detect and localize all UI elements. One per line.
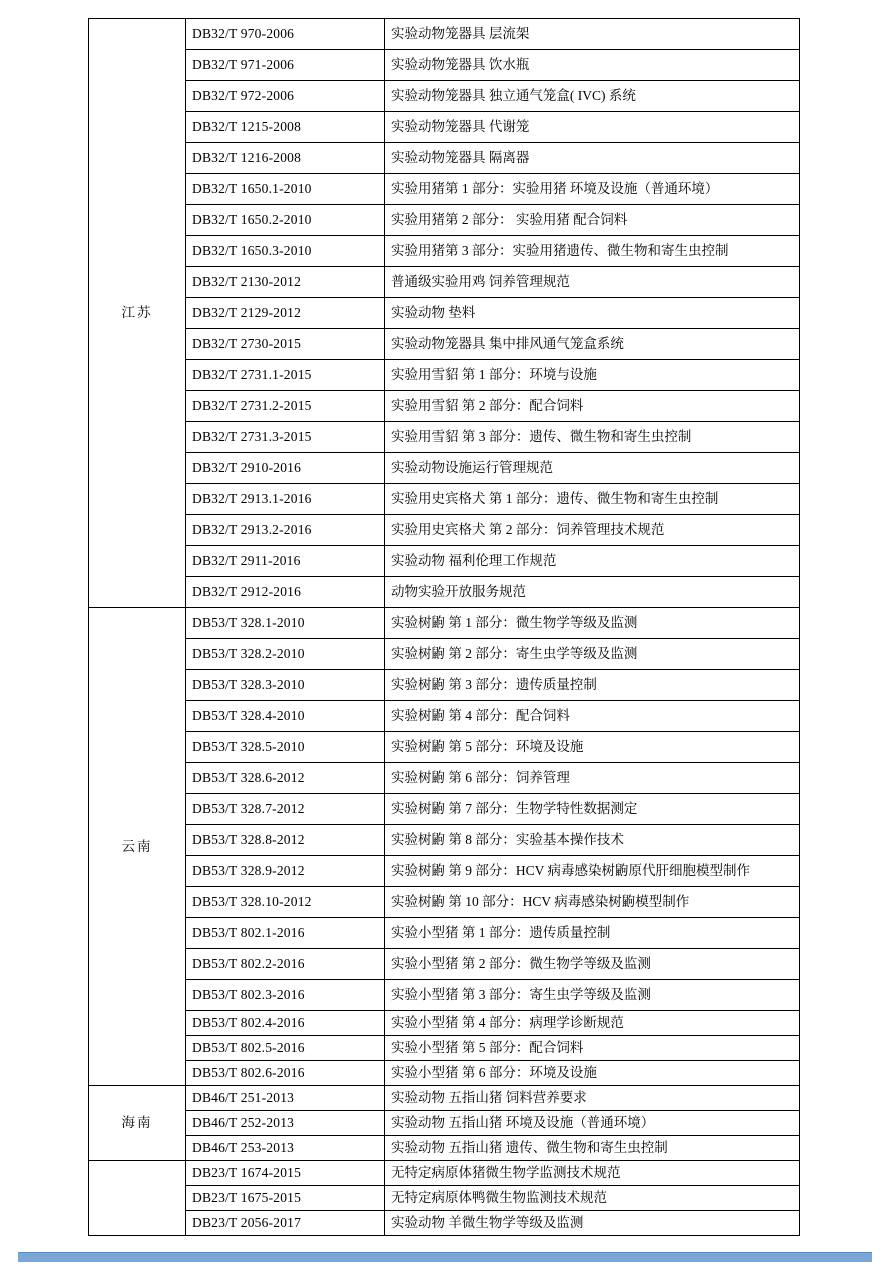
standard-title-cell: 实验树鼩 第 7 部分：生物学特性数据测定	[385, 794, 800, 825]
standard-code-cell: DB32/T 2912-2016	[186, 577, 385, 608]
table-row	[89, 205, 800, 236]
standard-code-cell: DB53/T 802.2-2016	[186, 949, 385, 980]
standard-code-cell: DB53/T 802.3-2016	[186, 980, 385, 1011]
table-row	[89, 360, 800, 391]
table-row	[89, 918, 800, 949]
table-row	[89, 732, 800, 763]
standard-code-cell: DB53/T 802.1-2016	[186, 918, 385, 949]
standard-code-cell: DB53/T 328.5-2010	[186, 732, 385, 763]
standard-title-cell: 实验用猪第 1 部分：实验用猪 环境及设施（普通环境）	[385, 174, 800, 205]
table-row	[89, 484, 800, 515]
table-row	[89, 639, 800, 670]
standard-title-cell: 实验动物笼器具 集中排风通气笼盒系统	[385, 329, 800, 360]
standard-title-cell: 实验用猪第 2 部分： 实验用猪 配合饲料	[385, 205, 800, 236]
standard-code-cell: DB23/T 1674-2015	[186, 1161, 385, 1186]
standard-title-cell: 实验动物 五指山猪 环境及设施（普通环境）	[385, 1111, 800, 1136]
standard-title-cell: 实验用雪貂 第 2 部分：配合饲料	[385, 391, 800, 422]
standard-code-cell: DB23/T 2056-2017	[186, 1211, 385, 1236]
standard-code-cell: DB32/T 970-2006	[186, 19, 385, 50]
standard-title-cell: 实验树鼩 第 2 部分：寄生虫学等级及监测	[385, 639, 800, 670]
table-row	[89, 50, 800, 81]
standard-title-cell: 实验树鼩 第 5 部分：环境及设施	[385, 732, 800, 763]
standard-code-cell: DB32/T 971-2006	[186, 50, 385, 81]
standard-code-cell: DB32/T 2730-2015	[186, 329, 385, 360]
standard-code-cell: DB53/T 328.10-2012	[186, 887, 385, 918]
standard-code-cell: DB53/T 328.6-2012	[186, 763, 385, 794]
standard-title-cell: 实验动物 羊微生物学等级及监测	[385, 1211, 800, 1236]
standard-title-cell: 实验用史宾格犬 第 2 部分：饲养管理技术规范	[385, 515, 800, 546]
standard-code-cell: DB53/T 802.4-2016	[186, 1011, 385, 1036]
standard-code-cell: DB32/T 1650.2-2010	[186, 205, 385, 236]
standard-code-cell: DB32/T 1216-2008	[186, 143, 385, 174]
standard-title-cell: 实验动物 垫料	[385, 298, 800, 329]
standard-code-cell: DB32/T 2731.3-2015	[186, 422, 385, 453]
table-row	[89, 19, 800, 50]
standard-title-cell: 实验用猪第 3 部分：实验用猪遗传、微生物和寄生虫控制	[385, 236, 800, 267]
standard-title-cell: 实验动物笼器具 代谢笼	[385, 112, 800, 143]
table-row	[89, 174, 800, 205]
standard-title-cell: 实验小型猪 第 2 部分：微生物学等级及监测	[385, 949, 800, 980]
standard-title-cell: 实验动物 五指山猪 饲料营养要求	[385, 1086, 800, 1111]
table-row	[89, 453, 800, 484]
standard-title-cell: 实验小型猪 第 1 部分：遗传质量控制	[385, 918, 800, 949]
standard-code-cell: DB53/T 802.6-2016	[186, 1061, 385, 1086]
standard-title-cell: 实验树鼩 第 1 部分：微生物学等级及监测	[385, 608, 800, 639]
standard-title-cell: 实验动物设施运行管理规范	[385, 453, 800, 484]
standard-title-cell: 实验小型猪 第 3 部分：寄生虫学等级及监测	[385, 980, 800, 1011]
standard-code-cell: DB32/T 2910-2016	[186, 453, 385, 484]
table-row	[89, 825, 800, 856]
standard-title-cell: 实验树鼩 第 4 部分：配合饲料	[385, 701, 800, 732]
table-row	[89, 236, 800, 267]
table-row	[89, 422, 800, 453]
table-row	[89, 701, 800, 732]
standard-code-cell: DB32/T 2731.1-2015	[186, 360, 385, 391]
table-row	[89, 1161, 800, 1186]
table-row	[89, 1061, 800, 1086]
standard-title-cell: 动物实验开放服务规范	[385, 577, 800, 608]
standard-code-cell: DB46/T 253-2013	[186, 1136, 385, 1161]
table-row	[89, 1086, 800, 1111]
standard-title-cell: 实验用雪貂 第 3 部分：遗传、微生物和寄生虫控制	[385, 422, 800, 453]
table-row	[89, 112, 800, 143]
standard-title-cell: 实验树鼩 第 8 部分：实验基本操作技术	[385, 825, 800, 856]
table-row	[89, 980, 800, 1011]
table-row	[89, 1011, 800, 1036]
standard-code-cell: DB53/T 328.8-2012	[186, 825, 385, 856]
standard-code-cell: DB46/T 251-2013	[186, 1086, 385, 1111]
region-cell: 海南	[89, 1086, 186, 1161]
standard-code-cell: DB53/T 328.3-2010	[186, 670, 385, 701]
table-row	[89, 763, 800, 794]
standard-code-cell: DB32/T 1650.1-2010	[186, 174, 385, 205]
standard-code-cell: DB32/T 1650.3-2010	[186, 236, 385, 267]
standard-title-cell: 实验树鼩 第 3 部分：遗传质量控制	[385, 670, 800, 701]
standard-title-cell: 实验小型猪 第 6 部分：环境及设施	[385, 1061, 800, 1086]
table-row	[89, 1186, 800, 1211]
standard-title-cell: 实验动物笼器具 层流架	[385, 19, 800, 50]
standard-code-cell: DB53/T 328.9-2012	[186, 856, 385, 887]
table-row	[89, 81, 800, 112]
table-row	[89, 298, 800, 329]
table-row	[89, 1036, 800, 1061]
standard-title-cell: 实验用史宾格犬 第 1 部分：遗传、微生物和寄生虫控制	[385, 484, 800, 515]
table-row	[89, 794, 800, 825]
standard-title-cell: 实验动物笼器具 饮水瓶	[385, 50, 800, 81]
table-row	[89, 577, 800, 608]
standards-table	[88, 18, 800, 1236]
standard-title-cell: 实验小型猪 第 4 部分：病理学诊断规范	[385, 1011, 800, 1036]
standard-code-cell: DB32/T 2130-2012	[186, 267, 385, 298]
table-row	[89, 608, 800, 639]
standard-code-cell: DB32/T 2913.1-2016	[186, 484, 385, 515]
table-row	[89, 670, 800, 701]
standard-title-cell: 实验树鼩 第 6 部分：饲养管理	[385, 763, 800, 794]
standard-code-cell: DB23/T 1675-2015	[186, 1186, 385, 1211]
standard-code-cell: DB32/T 1215-2008	[186, 112, 385, 143]
standard-code-cell: DB53/T 328.2-2010	[186, 639, 385, 670]
table-row	[89, 1136, 800, 1161]
standard-code-cell: DB32/T 2129-2012	[186, 298, 385, 329]
standard-title-cell: 实验动物 五指山猪 遗传、微生物和寄生虫控制	[385, 1136, 800, 1161]
standard-title-cell: 实验小型猪 第 5 部分：配合饲料	[385, 1036, 800, 1061]
standard-code-cell: DB53/T 328.1-2010	[186, 608, 385, 639]
region-cell: 云南	[89, 608, 186, 1086]
table-row	[89, 1111, 800, 1136]
table-row	[89, 856, 800, 887]
standard-title-cell: 实验动物笼器具 独立通气笼盒( IVC) 系统	[385, 81, 800, 112]
region-cell: 江苏	[89, 19, 186, 608]
standard-title-cell: 实验树鼩 第 10 部分：HCV 病毒感染树鼩模型制作	[385, 887, 800, 918]
standard-code-cell: DB32/T 2731.2-2015	[186, 391, 385, 422]
table-row	[89, 143, 800, 174]
standard-code-cell: DB53/T 328.7-2012	[186, 794, 385, 825]
region-cell	[89, 1161, 186, 1236]
table-row	[89, 949, 800, 980]
standard-title-cell: 无特定病原体鸭微生物监测技术规范	[385, 1186, 800, 1211]
standard-title-cell: 实验树鼩 第 9 部分：HCV 病毒感染树鼩原代肝细胞模型制作	[385, 856, 800, 887]
standard-code-cell: DB32/T 2913.2-2016	[186, 515, 385, 546]
standard-title-cell: 实验动物笼器具 隔离器	[385, 143, 800, 174]
footer-decorative-bar	[18, 1252, 872, 1262]
table-row	[89, 1211, 800, 1236]
standard-code-cell: DB32/T 2911-2016	[186, 546, 385, 577]
standard-code-cell: DB46/T 252-2013	[186, 1111, 385, 1136]
standard-title-cell: 实验用雪貂 第 1 部分：环境与设施	[385, 360, 800, 391]
table-row	[89, 546, 800, 577]
table-row	[89, 887, 800, 918]
standard-code-cell: DB32/T 972-2006	[186, 81, 385, 112]
table-row	[89, 515, 800, 546]
standard-code-cell: DB53/T 328.4-2010	[186, 701, 385, 732]
table-row	[89, 267, 800, 298]
standard-title-cell: 实验动物 福利伦理工作规范	[385, 546, 800, 577]
table-row	[89, 329, 800, 360]
table-row	[89, 391, 800, 422]
standard-title-cell: 普通级实验用鸡 饲养管理规范	[385, 267, 800, 298]
standard-code-cell: DB53/T 802.5-2016	[186, 1036, 385, 1061]
standard-title-cell: 无特定病原体猪微生物学监测技术规范	[385, 1161, 800, 1186]
